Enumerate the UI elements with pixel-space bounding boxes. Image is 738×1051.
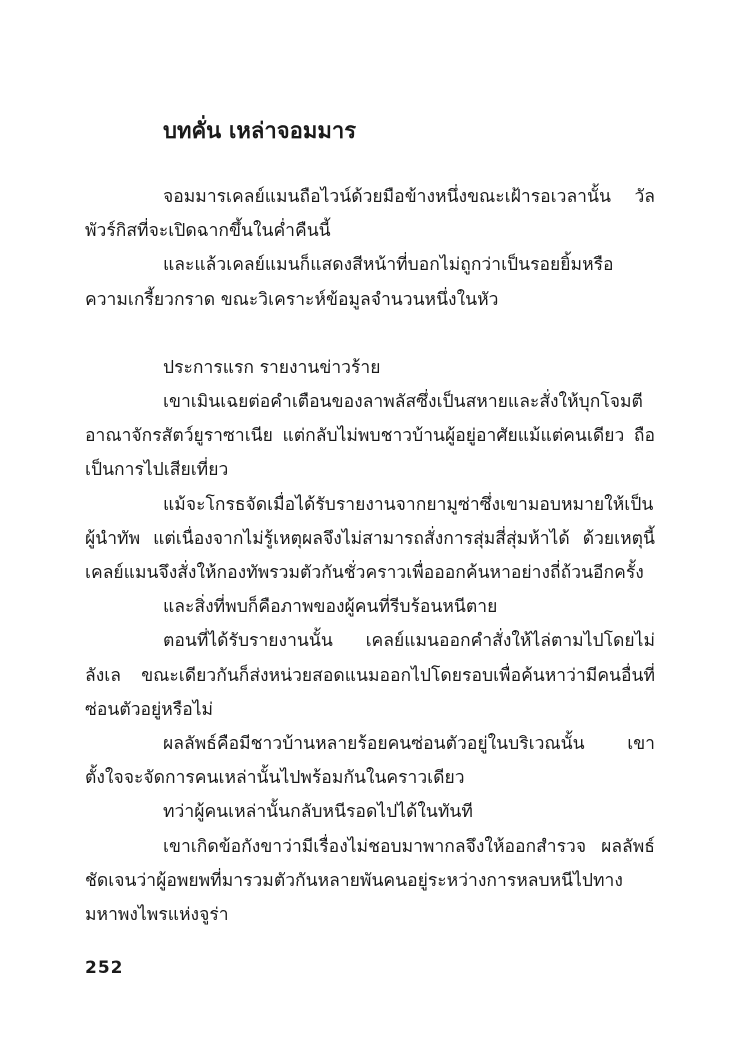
paragraph: และสิ่งที่พบก็คือภาพของผู้คนที่รีบร้อนหนีตาย <box>163 597 498 618</box>
body-text <box>85 180 655 932</box>
paragraph: ทว่าผู้คนเหล่านั้นกลับหนีรอดไปได้ในทันที <box>163 802 473 823</box>
page-number: 252 <box>85 958 124 978</box>
paragraph: ผลลัพธ์คือมีชาวบ้านหลายร้อยคนซ่อนตัวอยู่ในบริเวณนั้น เขาตั้งใจจะจัดการคนเหล่านั้นไปพร้อมกันในคราวเดียว <box>85 734 655 789</box>
paragraph: จอมมารเคลย์แมนถือไวน์ด้วยมือข้างหนึ่งขณะเฝ้ารอเวลานั้น วัลพัวร์กิสที่จะเปิดฉากขึ้นในค่ำคืนนี้ <box>85 187 655 242</box>
paragraph: ตอนที่ได้รับรายงานนั้น เคลย์แมนออกคำสั่งให้ไล่ตามไปโดยไม่ลังเล ขณะเดียวกันก็ส่งหน่วยสอดแนมออกไปโดยรอบเพื่อค้นหาว่ามีคนอื่นที่ซ่อนตัวอยู่หรือไม่ <box>85 631 655 720</box>
paragraph: ประการแรก รายงานข่าวร้าย <box>163 357 381 378</box>
paragraph: เขาเกิดข้อกังขาว่ามีเรื่องไม่ชอบมาพากลจึงให้ออกสำรวจ ผลลัพธ์ชัดเจนว่าผู้อพยพที่มารวมตัวกันหลายพันคนอยู่ระหว่างการหลบหนีไปทางมหาพงไพรแห่งจูร่า <box>85 836 655 926</box>
paragraph: และแล้วเคลย์แมนก็แสดงสีหน้าที่บอกไม่ถูกว่าเป็นรอยยิ้มหรือความเกรี้ยวกราด ขณะวิเคราะห์ข้อมูลจำนวนหนึ่งในหัว <box>85 255 614 310</box>
paragraph: แม้จะโกรธจัดเมื่อได้รับรายงานจากยามูซ่าซึ่งเขามอบหมายให้เป็นผู้นำทัพ แต่เนื่องจากไม่รู้เหตุผลจึงไม่สามารถสั่งการสุ่มสี่สุ่มห้าได้ ด้วยเหตุนี้เคลย์แมนจึงสั่งให้กองทัพรวมตัวกันชั่วคราวเพื่อออกค้นหาอย่างถี่ถ้วนอีกครั้ง <box>85 494 655 584</box>
paragraph: เขาเมินเฉยต่อคำเตือนของลาพลัสซึ่งเป็นสหายและสั่งให้บุกโจมตีอาณาจักรสัตว์ยูราซาเนีย แต่กลับไม่พบชาวบ้านผู้อยู่อาศัยแม้แต่คนเดียว ถือเป็นการไปเสียเที่ยว <box>85 392 655 481</box>
chapter-title: บทคั่น เหล่าจอมมาร <box>163 119 357 144</box>
